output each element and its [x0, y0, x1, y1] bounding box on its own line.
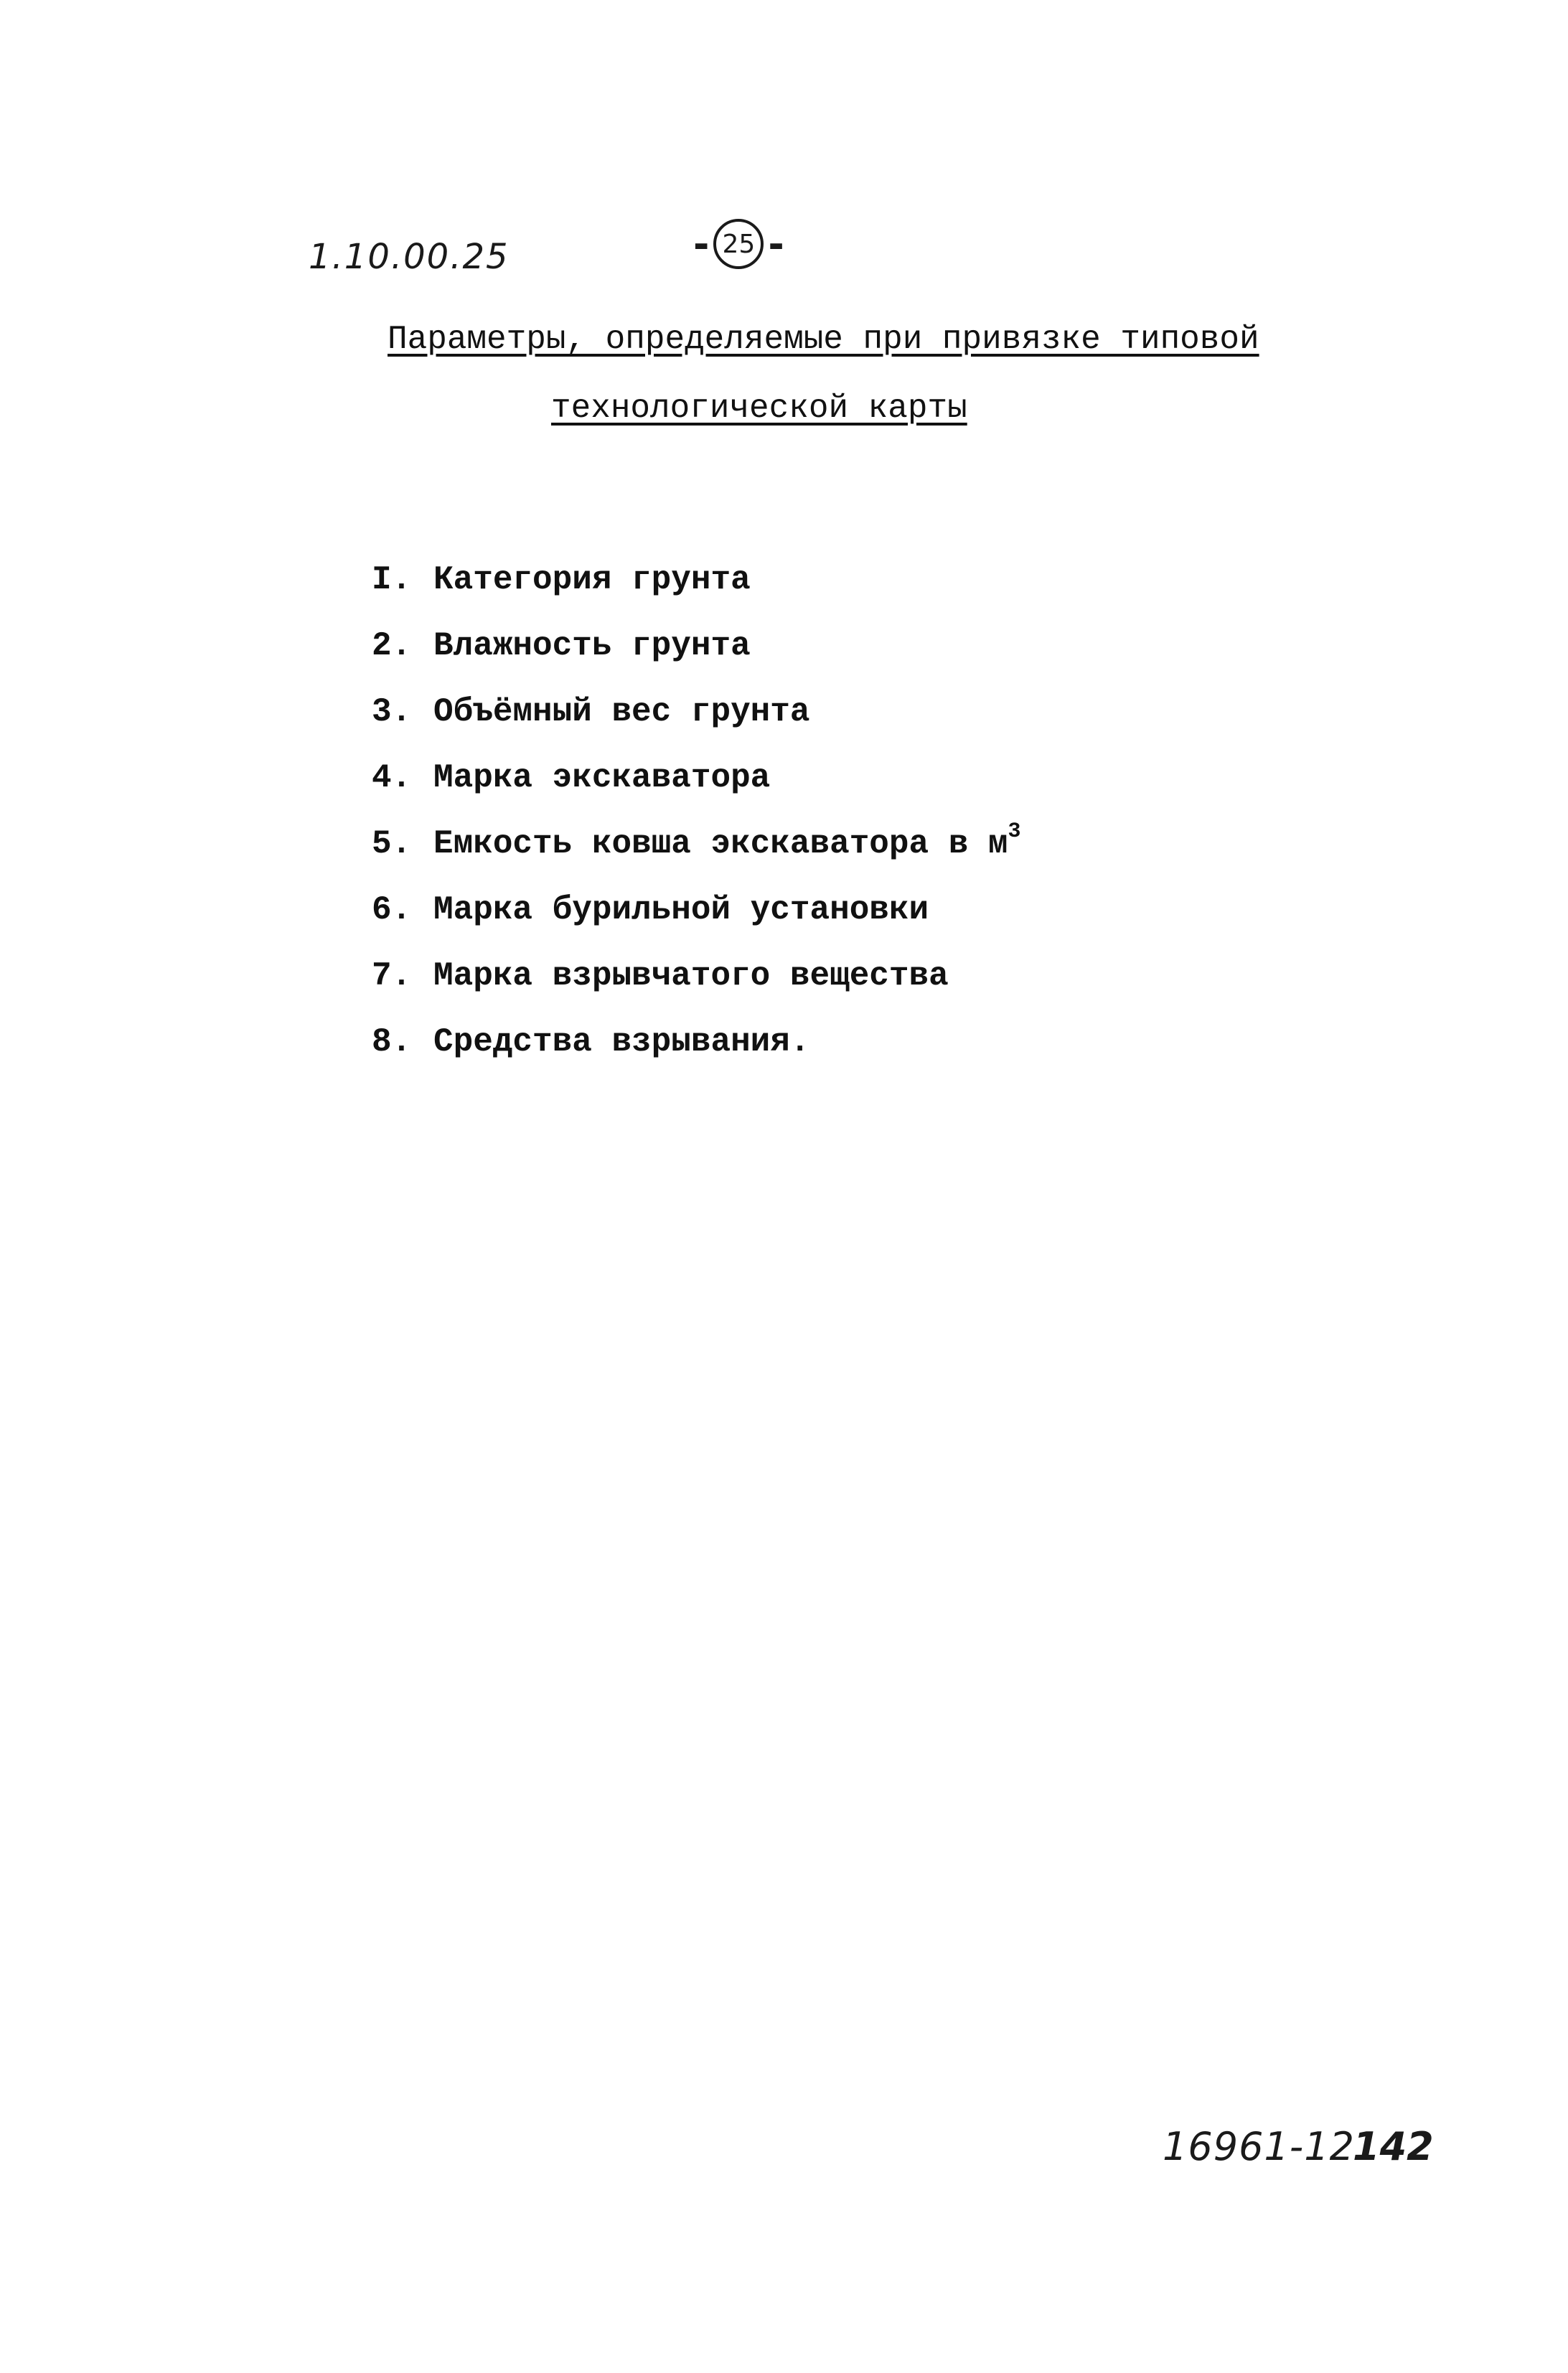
heading-line-2: технологической карты	[551, 390, 967, 427]
heading-line-1: Параметры, определяемые при привязке типовой	[388, 321, 1259, 358]
list-item: I. Категория грунта	[372, 561, 751, 598]
list-item: 2. Влажность грунта	[372, 627, 751, 664]
list-item: 4. Марка экскаватора	[372, 759, 771, 797]
parameter-list	[372, 547, 1021, 1075]
archive-page-number: 142	[1353, 2124, 1434, 2169]
list-item: 5. Емкость ковша экскаватора в $м^3$	[372, 819, 1021, 863]
page-number-dash-right: -	[768, 221, 784, 267]
page-number-value: 25	[722, 229, 756, 259]
page-number-circle	[713, 219, 764, 269]
list-item: 3. Объёмный вес грунта	[372, 693, 810, 730]
archive-code: 16961-12	[1163, 2124, 1355, 2169]
list-item: 8. Средства взрывания.	[372, 1023, 810, 1061]
document-code: 1.10.00.25	[309, 237, 510, 277]
page-number	[689, 215, 789, 273]
list-item: 6. Марка бурильной установки	[372, 891, 929, 929]
list-item: 7. Марка взрывчатого вещества	[372, 957, 949, 995]
page-number-dash-left: -	[693, 221, 710, 267]
section-heading	[388, 305, 1320, 443]
superscript-exponent: 3	[1008, 819, 1021, 844]
